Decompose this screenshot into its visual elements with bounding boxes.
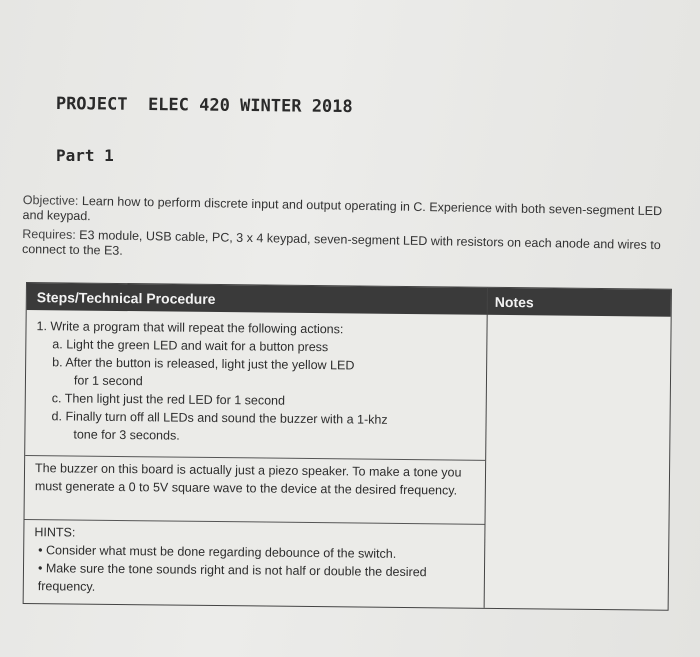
hint-item: • Consider what must be done regarding debounce of the switch. [38, 543, 397, 561]
procedure-table [23, 282, 672, 611]
hint-item: • Make sure the tone sounds right and is not half or double the desired frequency. [37, 561, 427, 594]
hint-text: Consider what must be done regarding debounce of the switch. [45, 543, 397, 561]
step-1b: b. After the button is released, light just the yellow LED [52, 355, 355, 373]
steps-column-header: Steps/Technical Procedure [36, 289, 216, 307]
requires-paragraph [22, 227, 662, 268]
intro-section [22, 193, 663, 272]
steps-cell [35, 317, 476, 448]
hints-label: HINTS: [34, 525, 76, 540]
step-1a: a. Light the green LED and wait for a button press [52, 337, 329, 355]
requires-text: E3 module, USB cable, PC, 3 x 4 keypad, seven-segment LED with resistors on each anode and wires to connect to the E3. [21, 227, 661, 258]
step-1d: d. Finally turn off all LEDs and sound the buzzer with a 1-khz [51, 409, 388, 427]
step-1: 1. Write a program that will repeat the following actions: [36, 319, 344, 337]
hint-text: Make sure the tone sounds right and is not half or double the desired frequency. [37, 561, 427, 594]
project-title: PROJECT ELEC 420 WINTER 2018 [55, 94, 353, 118]
buzzer-note: The buzzer on this board is actually just a piezo speaker. To make a tone you must generate a 0 to 5V square wave to the device at the desired frequency. [34, 461, 462, 498]
step-1c: c. Then light just the red LED for 1 second [51, 391, 286, 408]
table-header-row [27, 283, 671, 317]
notes-column-header: Notes [494, 293, 534, 311]
part-heading: Part 1 [56, 146, 114, 165]
objective-label: Objective: [22, 193, 79, 208]
objective-text: Learn how to perform discrete input and output operating in C. Experience with both seven-segment LED and keypad. [22, 193, 663, 224]
step-1b-continued: for 1 second [73, 373, 143, 389]
hints-cell [34, 523, 480, 600]
step-1d-continued: tone for 3 seconds. [73, 427, 180, 443]
requires-label: Requires: [22, 226, 76, 242]
column-divider [484, 288, 488, 608]
